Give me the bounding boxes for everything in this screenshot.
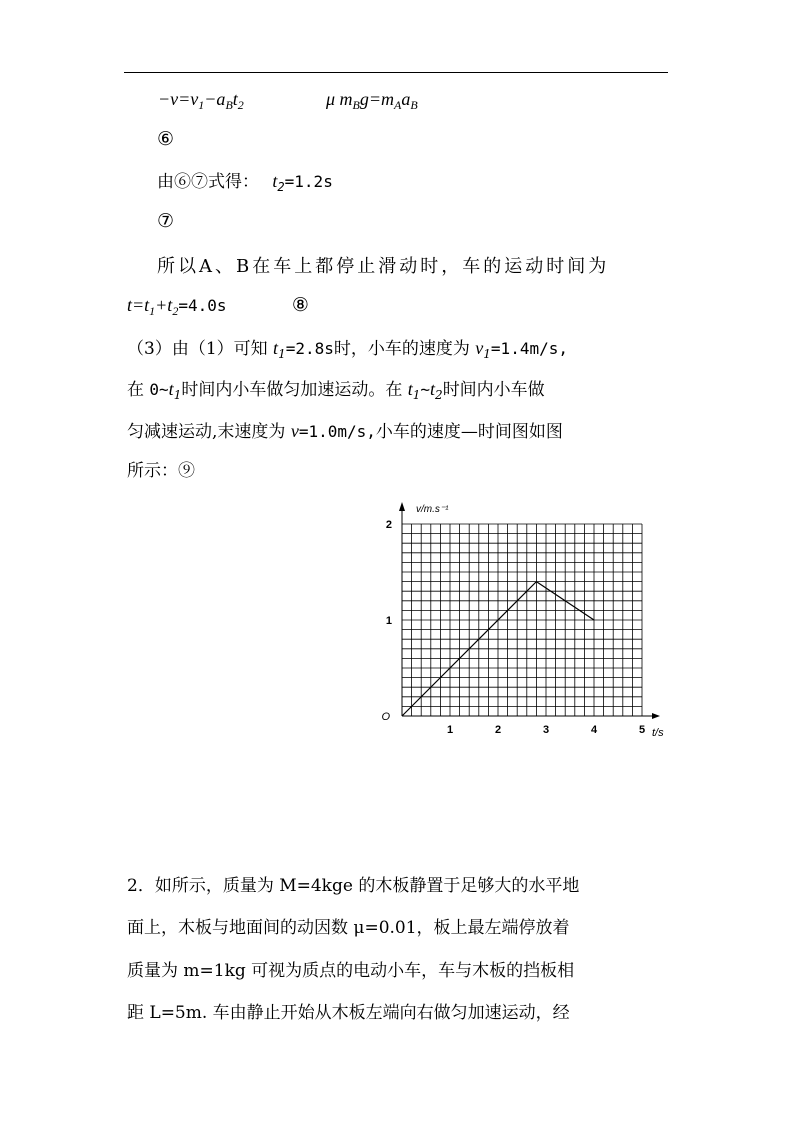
- y-tick-label: 2: [385, 519, 392, 531]
- equation-row-1-right: μ $m_Bg=m_Aa_B$: [326, 89, 418, 112]
- x-tick-label: 3: [542, 724, 550, 736]
- x-tick-label: 4: [590, 724, 598, 736]
- y-axis-arrow: [399, 502, 405, 511]
- paragraph-3-line-3: 匀减速运动,末速度为 v=1.0m/s,小车的速度—时间图如图: [127, 421, 563, 442]
- paragraph-3-line-2: 在 $0\sim t_1$时间内小车做匀加速运动。在 $t_1\sim t_2$时间内小车做: [127, 379, 545, 402]
- x-tick-label: 2: [494, 724, 502, 736]
- origin-label: O: [381, 711, 390, 723]
- derivation-line: 由⑥⑦式得： $t_2=1.2s$: [157, 171, 333, 194]
- marker-7: ⑦: [157, 210, 175, 232]
- question-2-line-4: 距 L=5m. 车由静止开始从木板左端向右做匀加速运动，经: [127, 1003, 570, 1023]
- marker-6: ⑥: [157, 128, 175, 150]
- sentence-stop: 所以A、B在车上都停止滑动时，车的运动时间为: [157, 256, 610, 277]
- y-tick-label: 1: [385, 615, 392, 627]
- x-tick-label: 5: [638, 724, 646, 736]
- paragraph-3-line-4: 所示：⑨: [127, 461, 195, 481]
- equation-row-1: $-v=v_1-a_Bt_2$: [158, 89, 244, 112]
- x-axis-label: t/s: [652, 727, 664, 739]
- y-axis-label: v/m.s⁻¹: [416, 504, 449, 515]
- total-time: $t=t_1+t_2=4.0s$ ⑧: [127, 294, 309, 318]
- question-2-line-2: 面上，木板与地面间的动因数 μ=0.01，板上最左端停放着: [127, 918, 570, 938]
- paragraph-3-line-1: （3）由（1）可知 $t_1=2.8s$时，小车的速度为 $v_1=1.4m/s$,: [127, 338, 568, 361]
- marker-8: ⑧: [291, 294, 309, 316]
- x-tick-label: 1: [446, 724, 454, 736]
- question-2-line-3: 质量为 m=1kg 可视为质点的电动小车，车与木板的挡板相: [127, 961, 575, 981]
- x-axis-arrow: [652, 713, 660, 719]
- derivation-label: 由⑥⑦式得：: [157, 172, 259, 192]
- question-2-line-1: 2．如所示，质量为 M=4kge 的木板静置于足够大的水平地: [127, 876, 580, 896]
